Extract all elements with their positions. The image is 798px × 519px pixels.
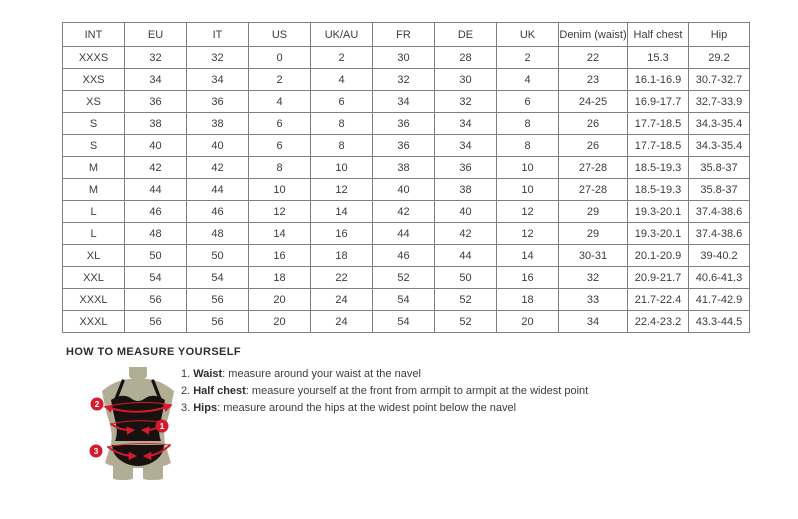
table-cell: 6 (249, 113, 311, 135)
table-cell: M (63, 157, 125, 179)
column-header: IT (187, 23, 249, 47)
size-table (62, 22, 750, 333)
table-cell: 2 (311, 47, 373, 69)
column-header: Denim (waist) (559, 23, 628, 47)
table-cell: 32 (125, 47, 187, 69)
table-cell: 56 (187, 289, 249, 311)
table-cell: 4 (497, 69, 559, 91)
table-cell: 18.5-19.3 (628, 157, 689, 179)
badge-half-chest (91, 398, 104, 411)
table-row (63, 223, 750, 245)
table-cell: M (63, 179, 125, 201)
table-cell: 54 (373, 311, 435, 333)
table-cell: 24 (311, 289, 373, 311)
table-cell: 54 (187, 267, 249, 289)
table-cell: 34 (187, 69, 249, 91)
table-cell: 20 (249, 289, 311, 311)
table-cell: 27-28 (559, 179, 628, 201)
column-header: DE (435, 23, 497, 47)
table-cell: 40 (187, 135, 249, 157)
table-cell: 56 (187, 311, 249, 333)
table-cell: 37.4-38.6 (689, 201, 750, 223)
table-cell: 29 (559, 223, 628, 245)
table-cell: 27-28 (559, 157, 628, 179)
badge-hips-number: 3 (93, 446, 99, 456)
size-table-container (62, 22, 750, 333)
table-cell: 26 (559, 113, 628, 135)
table-cell: S (63, 113, 125, 135)
measurement-figure (82, 366, 194, 486)
table-cell: 26 (559, 135, 628, 157)
table-cell: 28 (435, 47, 497, 69)
table-row (63, 69, 750, 91)
table-cell: 16 (249, 245, 311, 267)
table-cell: 17.7-18.5 (628, 135, 689, 157)
table-cell: 42 (435, 223, 497, 245)
table-cell: 50 (187, 245, 249, 267)
table-cell: 8 (311, 113, 373, 135)
table-cell: 39-40.2 (689, 245, 750, 267)
instruction-label: Hips (193, 402, 218, 414)
table-cell: 46 (373, 245, 435, 267)
table-cell: XXL (63, 267, 125, 289)
table-cell: 30 (373, 47, 435, 69)
instruction-text: : measure around your waist at the navel (222, 368, 421, 380)
table-cell: 30.7-32.7 (689, 69, 750, 91)
table-row (63, 289, 750, 311)
table-cell: 6 (249, 135, 311, 157)
table-cell: 42 (125, 157, 187, 179)
table-row (63, 47, 750, 69)
table-cell: 6 (311, 91, 373, 113)
table-row (63, 157, 750, 179)
table-cell: 33 (559, 289, 628, 311)
table-cell: 40 (435, 201, 497, 223)
table-cell: 44 (187, 179, 249, 201)
table-cell: 44 (125, 179, 187, 201)
table-cell: 30 (435, 69, 497, 91)
table-cell: 12 (311, 179, 373, 201)
table-cell: XS (63, 91, 125, 113)
table-row (63, 91, 750, 113)
table-cell: 50 (125, 245, 187, 267)
table-cell: 21.7-22.4 (628, 289, 689, 311)
table-cell: 40 (373, 179, 435, 201)
table-cell: 36 (373, 135, 435, 157)
table-cell: 40.6-41.3 (689, 267, 750, 289)
table-cell: L (63, 223, 125, 245)
size-table-head (63, 23, 750, 47)
table-cell: 50 (435, 267, 497, 289)
table-row (63, 311, 750, 333)
table-cell: 36 (125, 91, 187, 113)
table-cell: 4 (249, 91, 311, 113)
table-cell: 17.7-18.5 (628, 113, 689, 135)
table-row (63, 267, 750, 289)
table-row (63, 201, 750, 223)
table-cell: 19.3-20.1 (628, 223, 689, 245)
table-cell: 10 (311, 157, 373, 179)
column-header: EU (125, 23, 187, 47)
table-cell: 20.1-20.9 (628, 245, 689, 267)
measure-instruction (181, 369, 588, 380)
table-cell: 10 (497, 157, 559, 179)
table-cell: 0 (249, 47, 311, 69)
badge-waist-number: 1 (159, 421, 165, 431)
badge-half-chest-number: 2 (94, 399, 100, 409)
table-row (63, 113, 750, 135)
table-cell: 52 (373, 267, 435, 289)
size-table-body (63, 47, 750, 333)
table-cell: 6 (497, 91, 559, 113)
table-cell: 38 (373, 157, 435, 179)
table-cell: 36 (435, 157, 497, 179)
table-cell: 30-31 (559, 245, 628, 267)
measure-instructions-list (181, 369, 588, 420)
badge-hips (90, 445, 103, 458)
table-cell: 54 (373, 289, 435, 311)
table-cell: 34 (373, 91, 435, 113)
table-cell: 32 (559, 267, 628, 289)
table-cell: 42 (373, 201, 435, 223)
column-header: US (249, 23, 311, 47)
table-cell: 40 (125, 135, 187, 157)
table-cell: 36 (187, 91, 249, 113)
table-cell: 32 (373, 69, 435, 91)
table-cell: 32 (435, 91, 497, 113)
table-cell: 54 (125, 267, 187, 289)
table-cell: 37.4-38.6 (689, 223, 750, 245)
table-cell: 2 (249, 69, 311, 91)
table-cell: XL (63, 245, 125, 267)
instruction-text: : measure yourself at the front from armpit to armpit at the widest point (245, 385, 589, 397)
table-cell: 8 (249, 157, 311, 179)
badge-waist (156, 420, 169, 433)
table-cell: 34.3-35.4 (689, 113, 750, 135)
instruction-number: 3. (181, 402, 194, 414)
instruction-label: Waist (193, 368, 223, 380)
instruction-text: : measure around the hips at the widest point below the navel (217, 402, 517, 414)
instruction-label: Half chest (193, 385, 246, 397)
measure-instruction (181, 386, 588, 397)
table-cell: 15.3 (628, 47, 689, 69)
table-cell: 18 (249, 267, 311, 289)
table-cell: 36 (373, 113, 435, 135)
table-cell: 32 (187, 47, 249, 69)
table-cell: 52 (435, 289, 497, 311)
measure-heading: HOW TO MEASURE YOURSELF (66, 346, 242, 358)
table-cell: 2 (497, 47, 559, 69)
table-cell: 29.2 (689, 47, 750, 69)
table-cell: 8 (311, 135, 373, 157)
table-cell: 10 (497, 179, 559, 201)
table-cell: 4 (311, 69, 373, 91)
instruction-number: 2. (181, 385, 194, 397)
table-cell: 38 (187, 113, 249, 135)
table-cell: 16 (497, 267, 559, 289)
mannequin-illustration (82, 366, 194, 486)
table-cell: 34 (125, 69, 187, 91)
table-cell: 34 (435, 135, 497, 157)
table-cell: 35.8-37 (689, 179, 750, 201)
table-cell: 8 (497, 113, 559, 135)
table-cell: XXXS (63, 47, 125, 69)
table-cell: 42 (187, 157, 249, 179)
table-cell: 35.8-37 (689, 157, 750, 179)
table-cell: 22 (559, 47, 628, 69)
table-cell: 43.3-44.5 (689, 311, 750, 333)
table-cell: 14 (497, 245, 559, 267)
table-cell: 46 (187, 201, 249, 223)
table-cell: 23 (559, 69, 628, 91)
table-cell: 44 (435, 245, 497, 267)
table-cell: 12 (249, 201, 311, 223)
table-cell: 52 (435, 311, 497, 333)
table-cell: 34 (435, 113, 497, 135)
table-cell: 22 (311, 267, 373, 289)
table-cell: 16.1-16.9 (628, 69, 689, 91)
table-cell: 56 (125, 311, 187, 333)
table-cell: 12 (497, 223, 559, 245)
table-cell: 12 (497, 201, 559, 223)
table-cell: 48 (125, 223, 187, 245)
table-cell: 18 (497, 289, 559, 311)
table-cell: L (63, 201, 125, 223)
table-cell: 44 (373, 223, 435, 245)
table-cell: XXS (63, 69, 125, 91)
table-cell: 22.4-23.2 (628, 311, 689, 333)
measure-instruction (181, 403, 588, 414)
table-cell: 24 (311, 311, 373, 333)
column-header: Hip (689, 23, 750, 47)
table-cell: 16.9-17.7 (628, 91, 689, 113)
table-cell: 56 (125, 289, 187, 311)
table-cell: 14 (249, 223, 311, 245)
table-cell: 18.5-19.3 (628, 179, 689, 201)
table-row (63, 179, 750, 201)
table-cell: 8 (497, 135, 559, 157)
table-cell: 20.9-21.7 (628, 267, 689, 289)
table-cell: 19.3-20.1 (628, 201, 689, 223)
table-cell: 16 (311, 223, 373, 245)
table-cell: S (63, 135, 125, 157)
table-row (63, 135, 750, 157)
table-cell: 10 (249, 179, 311, 201)
table-cell: 14 (311, 201, 373, 223)
table-cell: 38 (435, 179, 497, 201)
table-cell: 41.7-42.9 (689, 289, 750, 311)
table-cell: XXXL (63, 311, 125, 333)
instruction-number: 1. (181, 368, 194, 380)
table-cell: 24-25 (559, 91, 628, 113)
table-cell: XXXL (63, 289, 125, 311)
table-cell: 34 (559, 311, 628, 333)
table-cell: 29 (559, 201, 628, 223)
column-header: UK (497, 23, 559, 47)
column-header: FR (373, 23, 435, 47)
table-cell: 18 (311, 245, 373, 267)
table-cell: 48 (187, 223, 249, 245)
table-row (63, 245, 750, 267)
table-cell: 34.3-35.4 (689, 135, 750, 157)
column-header: Half chest (628, 23, 689, 47)
table-cell: 32.7-33.9 (689, 91, 750, 113)
header-row (63, 23, 750, 47)
column-header: UK/AU (311, 23, 373, 47)
table-cell: 20 (497, 311, 559, 333)
column-header: INT (63, 23, 125, 47)
table-cell: 46 (125, 201, 187, 223)
table-cell: 20 (249, 311, 311, 333)
table-cell: 38 (125, 113, 187, 135)
